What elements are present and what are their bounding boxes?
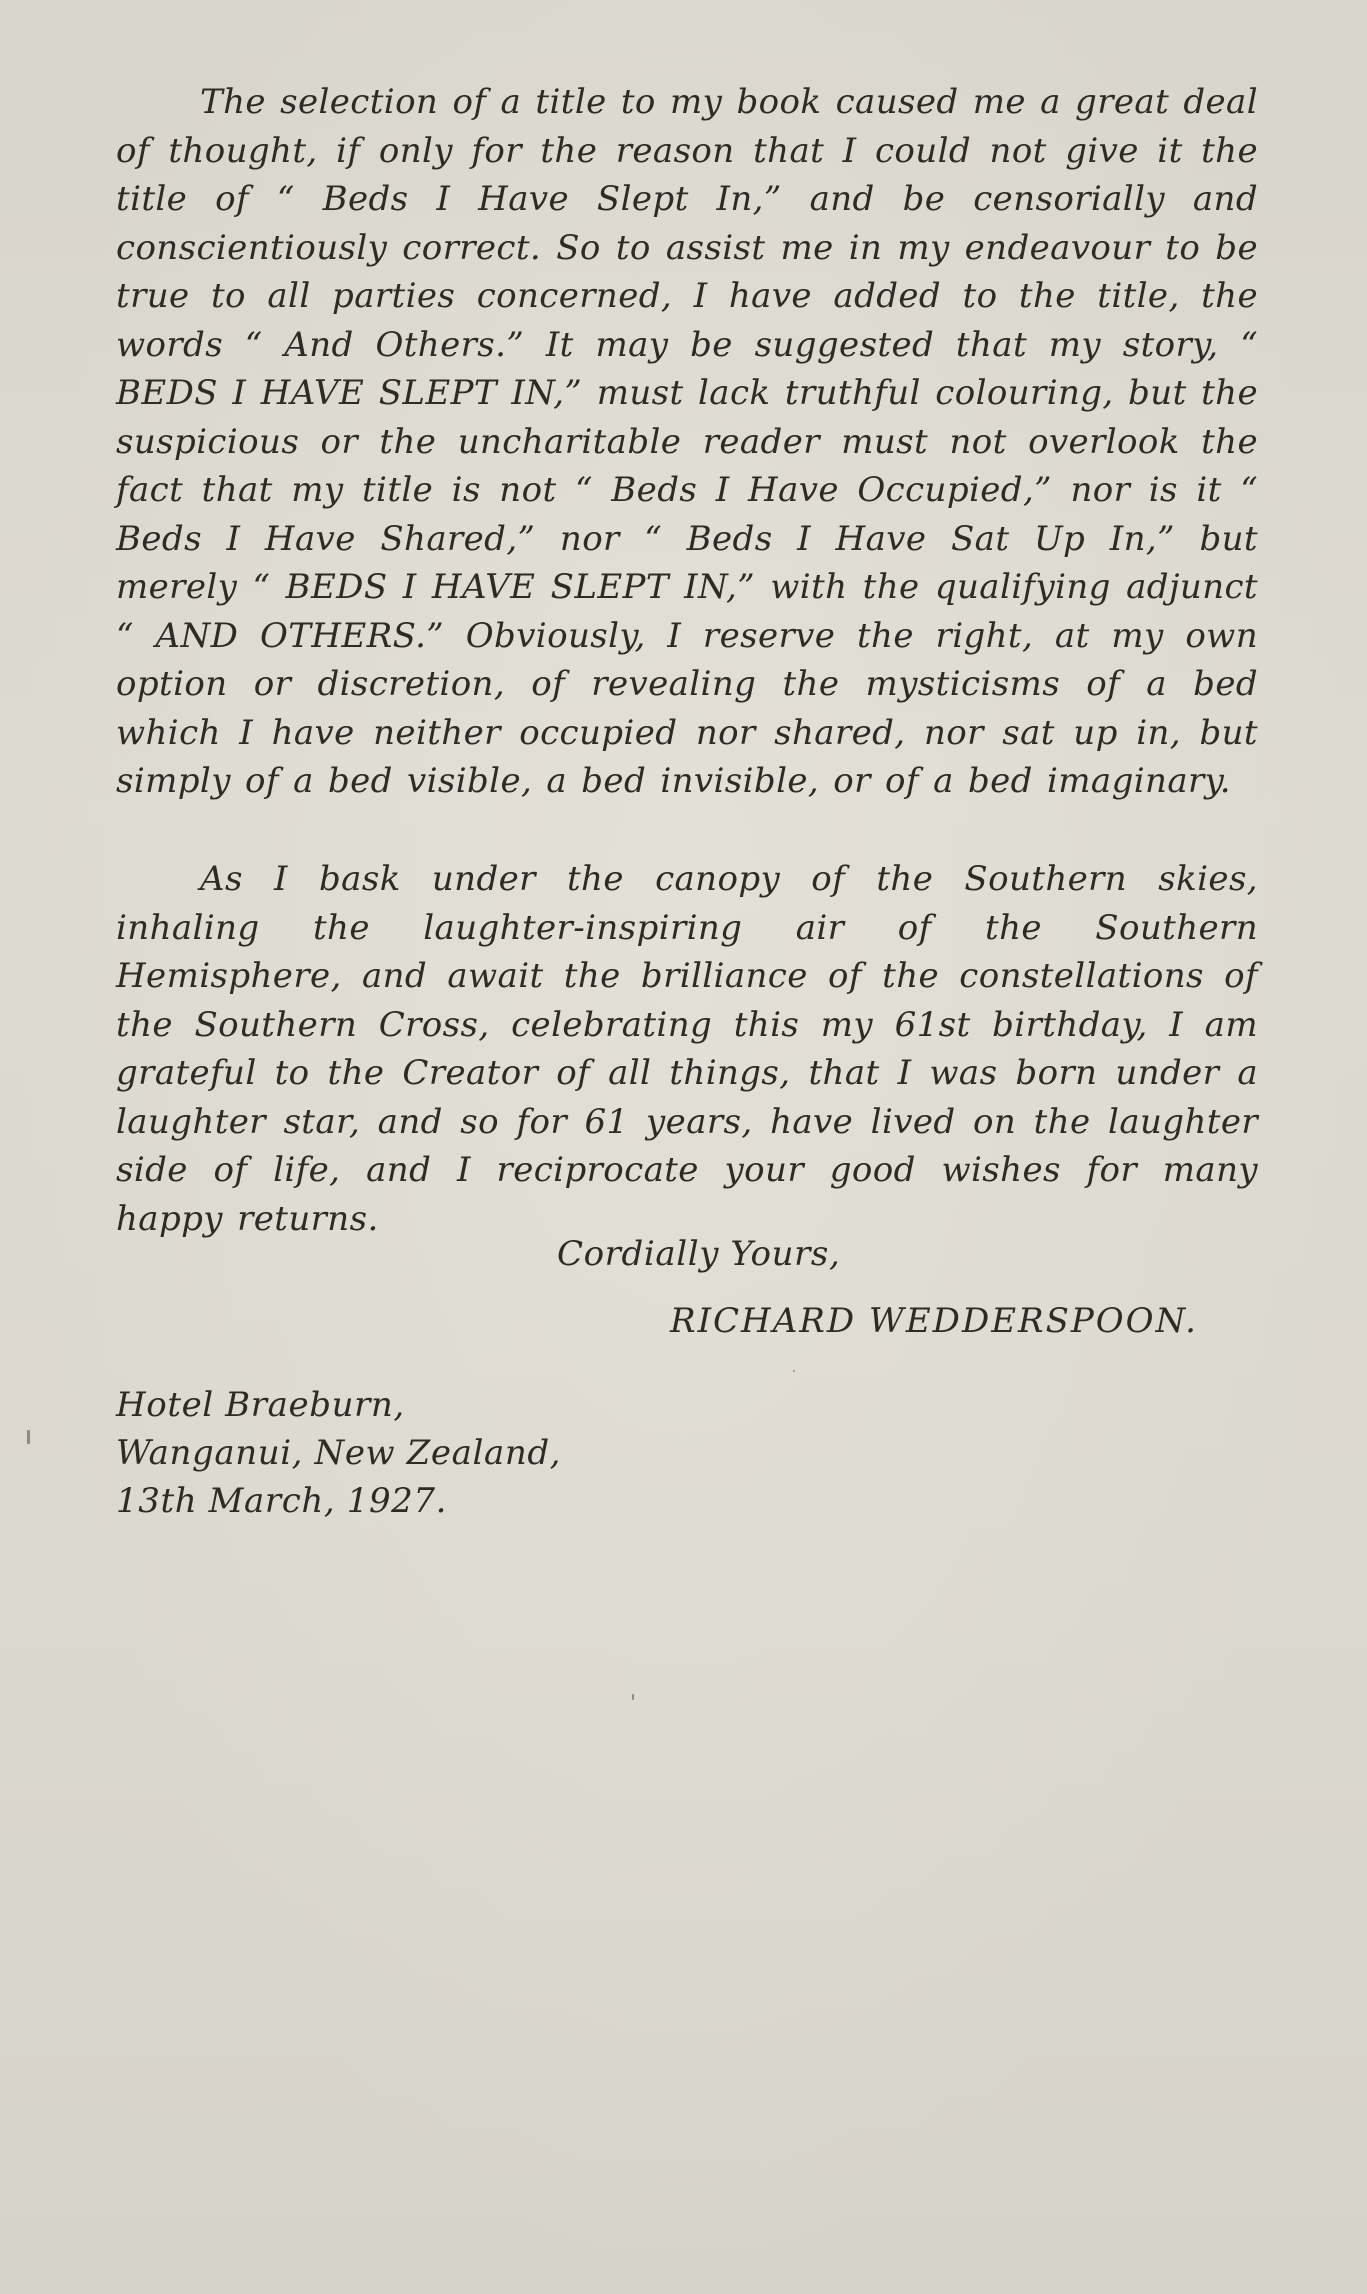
paper-speck — [793, 1370, 795, 1372]
letter-signature: RICHARD WEDDERSPOON. — [670, 1301, 1198, 1341]
letter-closing: Cordially Yours, — [557, 1234, 841, 1274]
letter-paragraph-birthday: As I bask under the canopy of the Southern skies, inhaling the laughter-inspiring air of the Southern Hemisphere, and await the brilliance of the constellations of the Southern Cross, celebrating this my 61st birthday, I am grateful to the Creator of all things, that I was born under a laughter star, and so for 61 years, have lived on the laughter side of life, and I reciprocate your good wishes for many happy returns. — [116, 859, 1258, 1239]
address-line-date: 13th March, 1927. — [116, 1481, 448, 1521]
address-line-city: Wanganui, New Zealand, — [116, 1433, 562, 1473]
address-line-hotel: Hotel Braeburn, — [116, 1385, 405, 1425]
sender-address — [116, 1381, 561, 1525]
paper-speck — [632, 1694, 634, 1700]
letter-paragraph-title-selection: The selection of a title to my book caused me a great deal of thought, if only for the reason that I could not give it the title of “ Beds I Have Slept In,” and be censorially and conscientiously correct. So to assist me in my endeavour to be true to all parties concerned, I have added to the title, the words “ And Others.” It may be suggested that my story, “ BEDS I HAVE SLEPT IN,” must lack truthful colouring, but the suspicious or the uncharitable reader must not overlook the fact that my title is not “ Beds I Have Occupied,” nor is it “ Beds I Have Shared,” nor “ Beds I Have Sat Up In,” but merely “ BEDS I HAVE SLEPT IN,” with the qualifying adjunct “ AND OTHERS.” Obviously, I reserve the right, at my own option or discretion, of revealing the mysticisms of a bed which I have neither occupied nor shared, nor sat up in, but simply of a bed visible, a bed invisible, or of a bed imaginary. — [116, 82, 1258, 801]
paper-speck — [27, 1430, 30, 1444]
